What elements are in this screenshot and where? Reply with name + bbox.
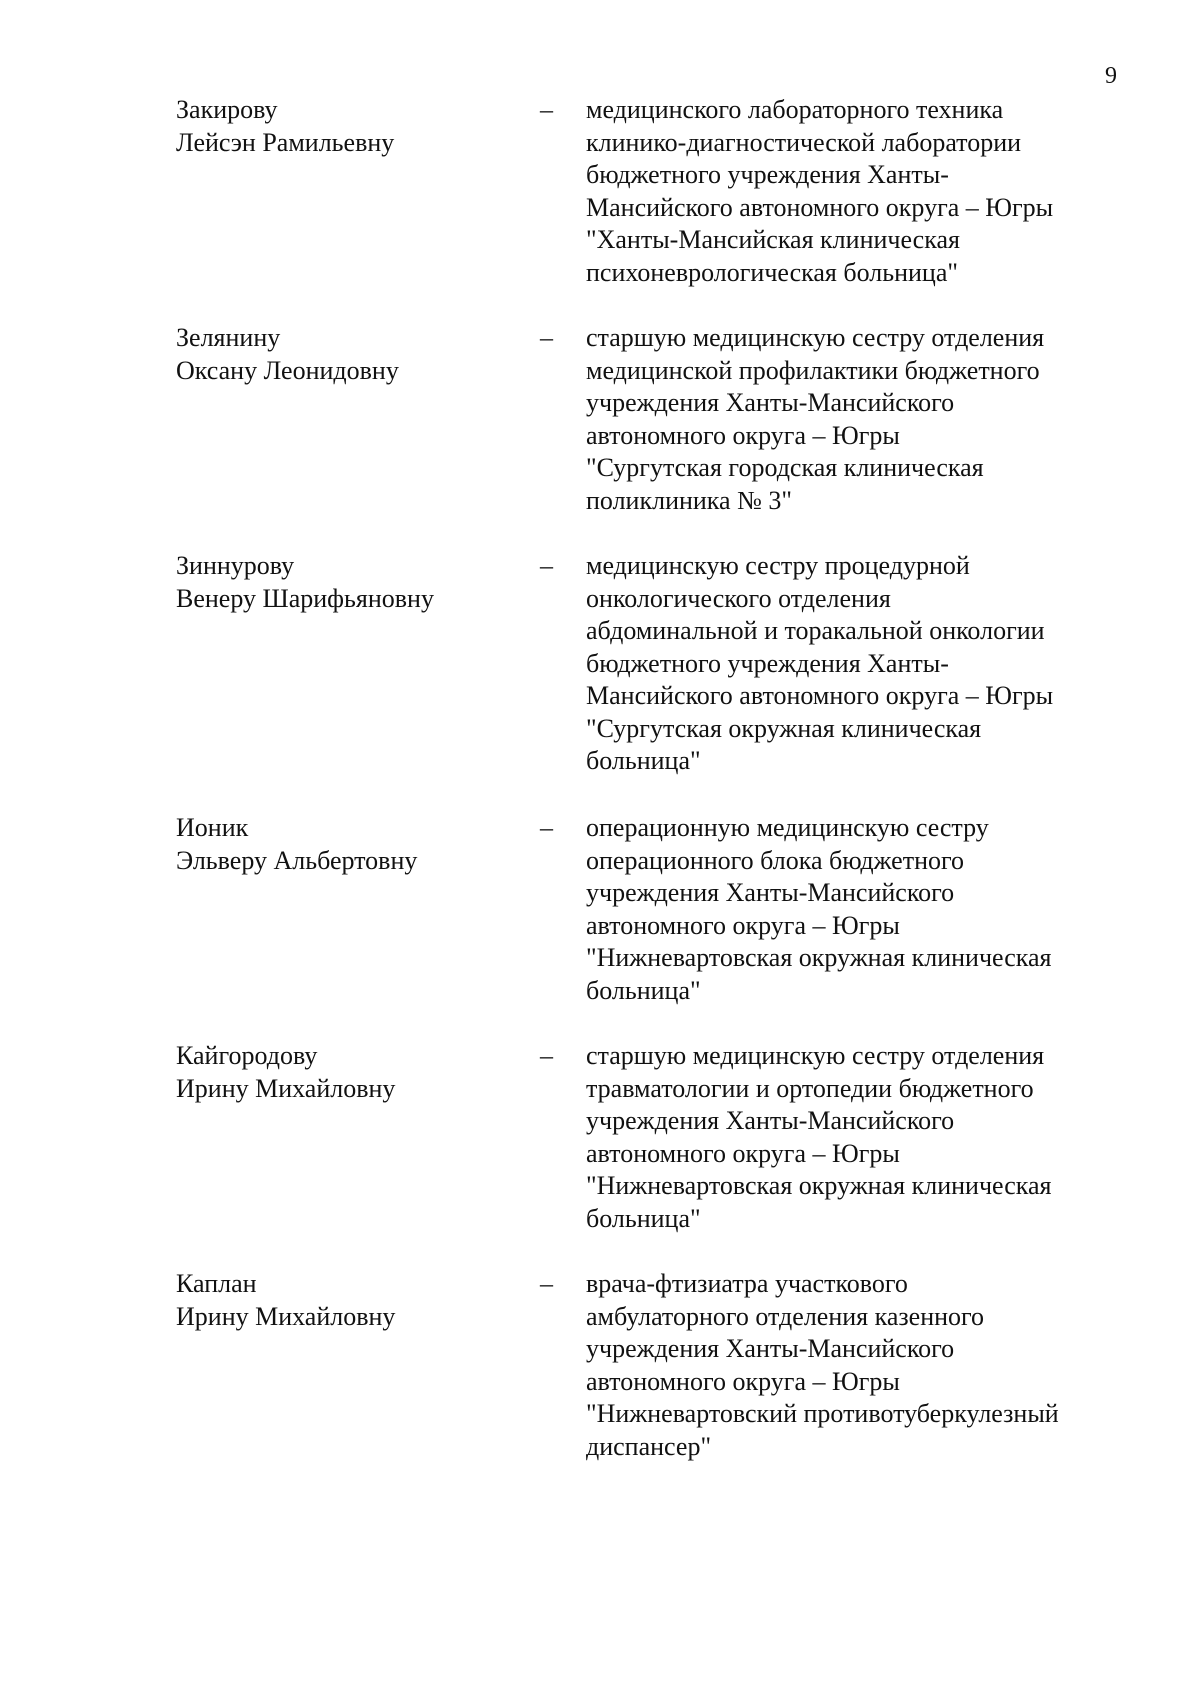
surname: Кайгородову — [176, 1041, 318, 1070]
description-line: медицинского лабораторного техника — [586, 95, 1004, 124]
position-description — [586, 94, 1126, 289]
description-line: автономного округа – Югры — [586, 420, 900, 450]
description-line: медицинской профилактики бюджетного — [586, 355, 1040, 385]
person-name — [176, 550, 516, 615]
surname: Зиннурову — [176, 551, 295, 580]
description-line: абдоминальной и торакальной онкологии — [586, 616, 1045, 645]
description-line: бюджетного учреждения Ханты- — [586, 648, 949, 678]
description-line: учреждения Ханты-Мансийского — [586, 1106, 955, 1135]
list-item — [176, 1268, 1136, 1474]
given-name: Ирину Михайловну — [176, 1073, 396, 1103]
description-line: автономного округа – Югры — [586, 910, 900, 940]
person-name — [176, 812, 516, 877]
description-line: амбулаторного отделения казенного — [586, 1301, 985, 1331]
position-description — [586, 322, 1126, 517]
description-line: травматологии и ортопедии бюджетного — [586, 1073, 1034, 1103]
description-line: "Нижневартовская окружная клиническая — [586, 1171, 1052, 1200]
list-item — [176, 550, 1136, 778]
surname: Ионик — [176, 813, 249, 842]
description-line: операционного блока бюджетного — [586, 845, 965, 875]
description-line: автономного округа – Югры — [586, 1138, 900, 1168]
description-line: старшую медицинскую сестру отделения — [586, 1041, 1045, 1070]
description-line: учреждения Ханты-Мансийского — [586, 388, 955, 417]
given-name: Ирину Михайловну — [176, 1301, 396, 1331]
description-line: поликлиника № 3" — [586, 485, 793, 515]
description-line: медицинскую сестру процедурной — [586, 551, 970, 580]
description-line: операционную медицинскую сестру — [586, 813, 989, 842]
surname: Зелянину — [176, 323, 281, 352]
description-line: учреждения Ханты-Мансийского — [586, 1334, 955, 1363]
page-number: 9 — [1105, 63, 1117, 89]
person-name — [176, 1268, 516, 1333]
list-item — [176, 1040, 1136, 1246]
person-name — [176, 322, 516, 387]
description-line: "Нижневартовская окружная клиническая — [586, 943, 1052, 972]
description-line: Мансийского автономного округа – Югры — [586, 681, 1054, 710]
description-line: "Ханты-Мансийская клиническая — [586, 225, 960, 254]
description-line: диспансер" — [586, 1431, 712, 1461]
position-description — [586, 1040, 1126, 1235]
description-line: "Сургутская городская клиническая — [586, 453, 984, 482]
person-name — [176, 1040, 516, 1105]
surname: Закирову — [176, 95, 278, 124]
description-line: психоневрологическая больница" — [586, 257, 958, 287]
description-line: Мансийского автономного округа – Югры — [586, 192, 1054, 222]
dash-separator: – — [540, 1269, 553, 1298]
description-line: онкологического отделения — [586, 583, 891, 613]
list-item — [176, 812, 1136, 1018]
surname: Каплан — [176, 1269, 257, 1298]
dash-separator: – — [540, 1041, 553, 1070]
entries-list — [176, 94, 1136, 1496]
position-description — [586, 550, 1126, 778]
list-item — [176, 322, 1136, 528]
description-line: старшую медицинскую сестру отделения — [586, 323, 1045, 352]
description-line: "Нижневартовский противотуберкулезный — [586, 1399, 1059, 1428]
description-line: больница" — [586, 746, 701, 775]
position-description — [586, 1268, 1126, 1463]
dash-separator: – — [540, 813, 553, 842]
given-name: Лейсэн Рамильевну — [176, 127, 395, 157]
description-line: учреждения Ханты-Мансийского — [586, 878, 955, 907]
position-description — [586, 812, 1126, 1007]
dash-separator: – — [540, 323, 553, 352]
person-name — [176, 94, 516, 159]
dash-separator: – — [540, 95, 553, 124]
dash-separator: – — [540, 551, 553, 580]
given-name: Оксану Леонидовну — [176, 355, 399, 385]
description-line: бюджетного учреждения Ханты- — [586, 160, 949, 189]
description-line: больница" — [586, 975, 701, 1005]
list-item — [176, 94, 1136, 300]
description-line: больница" — [586, 1203, 701, 1233]
description-line: врача-фтизиатра участкового — [586, 1269, 908, 1298]
description-line: клинико-диагностической лаборатории — [586, 127, 1022, 157]
given-name: Венеру Шарифьяновну — [176, 583, 434, 613]
description-line: "Сургутская окружная клиническая — [586, 713, 982, 743]
description-line: автономного округа – Югры — [586, 1366, 900, 1396]
given-name: Эльверу Альбертовну — [176, 845, 418, 875]
